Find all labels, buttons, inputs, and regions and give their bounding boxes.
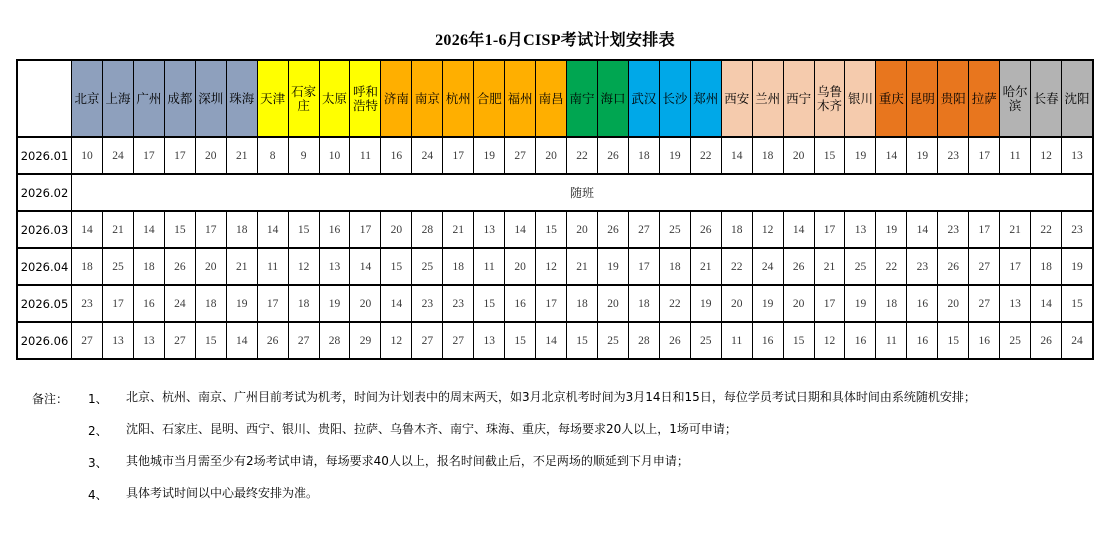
exam-date-cell: 21 <box>690 248 721 285</box>
exam-date-cell: 18 <box>876 285 907 322</box>
exam-date-cell: 16 <box>752 322 783 359</box>
exam-date-cell: 14 <box>257 211 288 248</box>
exam-date-cell: 18 <box>443 248 474 285</box>
exam-date-cell: 12 <box>381 322 412 359</box>
exam-date-cell: 21 <box>814 248 845 285</box>
city-header-label: 成都 <box>167 90 193 106</box>
exam-date-cell: 27 <box>412 322 443 359</box>
city-header-29 <box>938 60 969 137</box>
exam-date-cell: 18 <box>1031 248 1062 285</box>
exam-date-cell: 21 <box>102 211 133 248</box>
exam-date-cell: 15 <box>505 322 536 359</box>
exam-date-cell: 24 <box>1062 322 1093 359</box>
exam-date-cell: 16 <box>845 322 876 359</box>
city-header-label: 郑州 <box>693 90 719 106</box>
table-row <box>17 322 1093 359</box>
note-item <box>32 454 1110 471</box>
exam-date-cell: 27 <box>969 248 1000 285</box>
exam-date-cell: 19 <box>226 285 257 322</box>
exam-date-cell: 26 <box>690 211 721 248</box>
city-header-14 <box>474 60 505 137</box>
city-header-label: 杭州 <box>445 90 471 106</box>
city-header-26 <box>845 60 876 137</box>
exam-date-cell: 16 <box>907 285 938 322</box>
exam-date-cell: 17 <box>257 285 288 322</box>
exam-date-cell: 26 <box>257 322 288 359</box>
city-header-19 <box>628 60 659 137</box>
exam-date-cell: 13 <box>845 211 876 248</box>
exam-date-cell: 19 <box>659 137 690 174</box>
exam-date-cell: 26 <box>597 211 628 248</box>
exam-date-cell: 16 <box>969 322 1000 359</box>
exam-date-cell: 22 <box>567 137 598 174</box>
exam-date-cell: 18 <box>288 285 319 322</box>
city-header-31 <box>1000 60 1031 137</box>
city-header-label: 乌鲁木齐 <box>817 83 843 113</box>
city-header-2 <box>102 60 133 137</box>
exam-date-cell: 13 <box>1000 285 1031 322</box>
exam-date-cell: 26 <box>938 248 969 285</box>
exam-date-cell: 25 <box>845 248 876 285</box>
note-item <box>32 486 1110 503</box>
exam-date-cell: 23 <box>443 285 474 322</box>
month-label: 2026.03 <box>17 211 72 248</box>
exam-date-cell: 20 <box>597 285 628 322</box>
exam-date-cell: 14 <box>133 211 164 248</box>
exam-date-cell: 24 <box>412 137 443 174</box>
city-header-label: 长春 <box>1033 90 1059 106</box>
note-number: 1、 <box>88 392 108 406</box>
exam-date-cell: 20 <box>567 211 598 248</box>
city-header-4 <box>164 60 195 137</box>
city-header-1 <box>72 60 103 137</box>
city-header-label: 南京 <box>414 90 440 106</box>
exam-date-cell: 19 <box>752 285 783 322</box>
exam-date-cell: 21 <box>443 211 474 248</box>
exam-date-cell: 14 <box>226 322 257 359</box>
exam-date-cell: 22 <box>876 248 907 285</box>
header-row <box>17 60 1093 137</box>
city-header-18 <box>597 60 628 137</box>
exam-date-cell: 18 <box>226 211 257 248</box>
exam-date-cell: 19 <box>474 137 505 174</box>
exam-date-cell: 23 <box>907 248 938 285</box>
city-header-label: 沈阳 <box>1064 90 1090 106</box>
exam-date-cell: 13 <box>319 248 350 285</box>
exam-date-cell: 20 <box>350 285 381 322</box>
exam-date-cell: 25 <box>412 248 443 285</box>
note-number: 4、 <box>88 488 108 502</box>
city-header-17 <box>567 60 598 137</box>
exam-date-cell: 17 <box>969 211 1000 248</box>
exam-date-cell: 17 <box>164 137 195 174</box>
exam-date-cell: 22 <box>659 285 690 322</box>
month-label: 2026.05 <box>17 285 72 322</box>
exam-date-cell: 22 <box>690 137 721 174</box>
exam-date-cell: 18 <box>659 248 690 285</box>
exam-date-cell: 29 <box>350 322 381 359</box>
exam-date-cell: 20 <box>721 285 752 322</box>
city-header-3 <box>133 60 164 137</box>
exam-date-cell: 20 <box>195 248 226 285</box>
page-title: 2026年1-6月CISP考试计划安排表 <box>435 32 675 49</box>
exam-date-cell: 27 <box>164 322 195 359</box>
note-item <box>32 390 1110 407</box>
table-row <box>17 285 1093 322</box>
exam-date-cell: 16 <box>319 211 350 248</box>
exam-date-cell: 20 <box>783 137 814 174</box>
table-row <box>17 137 1093 174</box>
exam-date-cell: 17 <box>536 285 567 322</box>
exam-date-cell: 19 <box>319 285 350 322</box>
city-header-7 <box>257 60 288 137</box>
exam-date-cell: 17 <box>133 137 164 174</box>
exam-date-cell: 28 <box>628 322 659 359</box>
exam-date-cell: 18 <box>752 137 783 174</box>
note-number: 3、 <box>88 456 108 470</box>
exam-date-cell: 27 <box>969 285 1000 322</box>
exam-date-cell: 21 <box>567 248 598 285</box>
city-header-33 <box>1062 60 1093 137</box>
city-header-label: 重庆 <box>878 90 904 106</box>
exam-date-cell: 15 <box>164 211 195 248</box>
exam-date-cell: 17 <box>350 211 381 248</box>
exam-date-cell: 17 <box>1000 248 1031 285</box>
exam-date-cell: 12 <box>536 248 567 285</box>
city-header-15 <box>505 60 536 137</box>
exam-date-cell: 23 <box>938 211 969 248</box>
month-label: 2026.04 <box>17 248 72 285</box>
month-label: 2026.02 <box>17 174 72 211</box>
exam-date-cell: 13 <box>1062 137 1093 174</box>
table-row <box>17 248 1093 285</box>
city-header-6 <box>226 60 257 137</box>
exam-date-cell: 26 <box>1031 322 1062 359</box>
city-header-label: 昆明 <box>909 90 935 106</box>
exam-date-cell: 11 <box>350 137 381 174</box>
exam-date-cell: 20 <box>505 248 536 285</box>
note-number: 2、 <box>88 424 108 438</box>
exam-date-cell: 14 <box>907 211 938 248</box>
exam-date-cell: 18 <box>195 285 226 322</box>
exam-date-cell: 25 <box>690 322 721 359</box>
exam-date-cell: 15 <box>1062 285 1093 322</box>
exam-date-cell: 10 <box>319 137 350 174</box>
exam-date-cell: 13 <box>474 211 505 248</box>
month-label: 2026.01 <box>17 137 72 174</box>
exam-date-cell: 18 <box>133 248 164 285</box>
exam-date-cell: 15 <box>474 285 505 322</box>
exam-date-cell: 16 <box>381 137 412 174</box>
exam-date-cell: 26 <box>659 322 690 359</box>
exam-date-cell: 14 <box>350 248 381 285</box>
exam-date-cell: 13 <box>102 322 133 359</box>
exam-date-cell: 27 <box>443 322 474 359</box>
exam-date-cell: 26 <box>164 248 195 285</box>
city-header-label: 西宁 <box>786 90 812 106</box>
exam-date-cell: 12 <box>752 211 783 248</box>
note-item <box>32 422 1110 439</box>
exam-date-cell: 15 <box>938 322 969 359</box>
exam-date-cell: 23 <box>412 285 443 322</box>
city-header-label: 长沙 <box>662 90 688 106</box>
exam-date-cell: 14 <box>72 211 103 248</box>
city-header-label: 北京 <box>74 90 100 106</box>
exam-date-cell: 15 <box>195 322 226 359</box>
table-row <box>17 174 1093 211</box>
exam-date-cell: 15 <box>567 322 598 359</box>
city-header-12 <box>412 60 443 137</box>
exam-date-cell: 14 <box>721 137 752 174</box>
city-header-24 <box>783 60 814 137</box>
exam-date-cell: 18 <box>628 285 659 322</box>
exam-date-cell: 17 <box>102 285 133 322</box>
exam-date-cell: 18 <box>72 248 103 285</box>
exam-date-cell: 23 <box>1062 211 1093 248</box>
exam-date-cell: 17 <box>628 248 659 285</box>
exam-date-cell: 10 <box>72 137 103 174</box>
exam-date-cell: 20 <box>381 211 412 248</box>
exam-date-cell: 14 <box>505 211 536 248</box>
exam-date-cell: 11 <box>257 248 288 285</box>
exam-date-cell: 21 <box>226 248 257 285</box>
exam-date-cell: 14 <box>1031 285 1062 322</box>
exam-date-cell: 20 <box>195 137 226 174</box>
exam-date-cell: 27 <box>72 322 103 359</box>
exam-date-cell: 25 <box>102 248 133 285</box>
exam-date-cell: 14 <box>876 137 907 174</box>
exam-date-cell: 23 <box>938 137 969 174</box>
city-header-label: 合肥 <box>476 90 502 106</box>
exam-date-cell: 18 <box>628 137 659 174</box>
month-label: 2026.06 <box>17 322 72 359</box>
exam-date-cell: 19 <box>1062 248 1093 285</box>
exam-date-cell: 13 <box>133 322 164 359</box>
city-header-11 <box>381 60 412 137</box>
exam-date-cell: 19 <box>907 137 938 174</box>
exam-date-cell: 15 <box>381 248 412 285</box>
city-header-label: 拉萨 <box>971 90 997 106</box>
city-header-label: 武汉 <box>631 90 657 106</box>
city-header-label: 济南 <box>383 90 409 106</box>
exam-date-cell: 11 <box>474 248 505 285</box>
exam-date-cell: 27 <box>288 322 319 359</box>
exam-date-cell: 17 <box>969 137 1000 174</box>
exam-date-cell: 16 <box>505 285 536 322</box>
exam-date-cell: 25 <box>1000 322 1031 359</box>
note-text: 其他城市当月需至少有2场考试申请，每场要求40人以上，报名时间截止后，不足两场的顺延到下月申请； <box>126 454 689 468</box>
exam-date-cell: 25 <box>597 322 628 359</box>
exam-date-cell: 21 <box>226 137 257 174</box>
notes-label: 备注： <box>32 392 69 406</box>
exam-date-cell: 17 <box>443 137 474 174</box>
exam-date-cell: 23 <box>72 285 103 322</box>
city-header-label: 福州 <box>507 90 533 106</box>
note-text: 沈阳、石家庄、昆明、西宁、银川、贵阳、拉萨、乌鲁木齐、南宁、珠海、重庆，每场要求20人以上，1场可申请； <box>126 422 737 436</box>
table-body <box>17 137 1093 359</box>
city-header-23 <box>752 60 783 137</box>
exam-date-cell: 19 <box>597 248 628 285</box>
city-header-16 <box>536 60 567 137</box>
table-row <box>17 211 1093 248</box>
exam-date-cell: 26 <box>597 137 628 174</box>
city-header-8 <box>288 60 319 137</box>
city-header-21 <box>690 60 721 137</box>
exam-date-cell: 9 <box>288 137 319 174</box>
city-header-label: 哈尔滨 <box>1002 83 1028 113</box>
exam-date-cell: 27 <box>505 137 536 174</box>
exam-date-cell: 18 <box>721 211 752 248</box>
city-header-27 <box>876 60 907 137</box>
exam-date-cell: 15 <box>814 137 845 174</box>
exam-date-cell: 17 <box>814 285 845 322</box>
exam-date-cell: 14 <box>783 211 814 248</box>
city-header-label: 珠海 <box>229 90 255 106</box>
schedule-table-wrapper <box>0 59 1110 360</box>
note-text: 北京、杭州、南京、广州目前考试为机考，时间为计划表中的周末两天，如3月北京机考时间为3月14日和15日，每位学员考试日期和具体时间由系统随机安排； <box>126 390 976 404</box>
exam-date-cell: 19 <box>690 285 721 322</box>
exam-date-cell: 16 <box>907 322 938 359</box>
city-header-13 <box>443 60 474 137</box>
exam-date-cell: 13 <box>474 322 505 359</box>
exam-date-cell: 28 <box>319 322 350 359</box>
city-header-label: 兰州 <box>755 90 781 106</box>
exam-date-cell: 14 <box>381 285 412 322</box>
note-text: 具体考试时间以中心最终安排为准。 <box>126 486 319 500</box>
city-header-label: 银川 <box>847 90 873 106</box>
exam-date-cell: 15 <box>783 322 814 359</box>
exam-date-cell: 20 <box>938 285 969 322</box>
exam-date-cell: 28 <box>412 211 443 248</box>
city-header-label: 广州 <box>136 90 162 106</box>
exam-date-cell: 18 <box>567 285 598 322</box>
table-corner-cell <box>17 60 72 137</box>
city-header-label: 西安 <box>724 90 750 106</box>
city-header-label: 呼和浩特 <box>352 83 378 113</box>
city-header-label: 上海 <box>105 90 131 106</box>
city-header-label: 南宁 <box>569 90 595 106</box>
exam-date-cell: 16 <box>133 285 164 322</box>
exam-date-cell: 14 <box>536 322 567 359</box>
city-header-5 <box>195 60 226 137</box>
exam-date-cell: 20 <box>536 137 567 174</box>
exam-date-cell: 12 <box>1031 137 1062 174</box>
exam-date-cell: 11 <box>1000 137 1031 174</box>
notes-section <box>0 390 1110 503</box>
exam-date-cell: 19 <box>876 211 907 248</box>
exam-date-cell: 22 <box>1031 211 1062 248</box>
exam-date-cell: 12 <box>814 322 845 359</box>
exam-date-cell: 25 <box>659 211 690 248</box>
exam-date-cell: 17 <box>814 211 845 248</box>
exam-date-cell: 19 <box>845 137 876 174</box>
city-header-32 <box>1031 60 1062 137</box>
exam-date-cell: 20 <box>783 285 814 322</box>
city-header-label: 石家庄 <box>291 83 317 113</box>
table-head <box>17 60 1093 137</box>
exam-date-cell: 15 <box>536 211 567 248</box>
city-header-20 <box>659 60 690 137</box>
city-header-22 <box>721 60 752 137</box>
exam-date-cell: 24 <box>102 137 133 174</box>
city-header-9 <box>319 60 350 137</box>
city-header-28 <box>907 60 938 137</box>
exam-date-cell: 11 <box>876 322 907 359</box>
exam-date-cell: 12 <box>288 248 319 285</box>
exam-schedule-table <box>16 59 1094 360</box>
exam-date-cell: 8 <box>257 137 288 174</box>
city-header-label: 深圳 <box>198 90 224 106</box>
city-header-30 <box>969 60 1000 137</box>
exam-date-cell: 22 <box>721 248 752 285</box>
exam-date-cell: 15 <box>288 211 319 248</box>
city-header-label: 南昌 <box>538 90 564 106</box>
city-header-label: 贵阳 <box>940 90 966 106</box>
exam-date-cell: 26 <box>783 248 814 285</box>
exam-date-cell: 24 <box>164 285 195 322</box>
city-header-label: 天津 <box>260 90 286 106</box>
exam-date-cell: 21 <box>1000 211 1031 248</box>
city-header-label: 海口 <box>600 90 626 106</box>
exam-date-cell: 11 <box>721 322 752 359</box>
exam-date-cell: 27 <box>628 211 659 248</box>
exam-date-cell: 24 <box>752 248 783 285</box>
city-header-10 <box>350 60 381 137</box>
merged-note-cell: 随班 <box>72 174 1093 211</box>
exam-date-cell: 19 <box>845 285 876 322</box>
city-header-25 <box>814 60 845 137</box>
exam-date-cell: 17 <box>195 211 226 248</box>
city-header-label: 太原 <box>322 90 348 106</box>
